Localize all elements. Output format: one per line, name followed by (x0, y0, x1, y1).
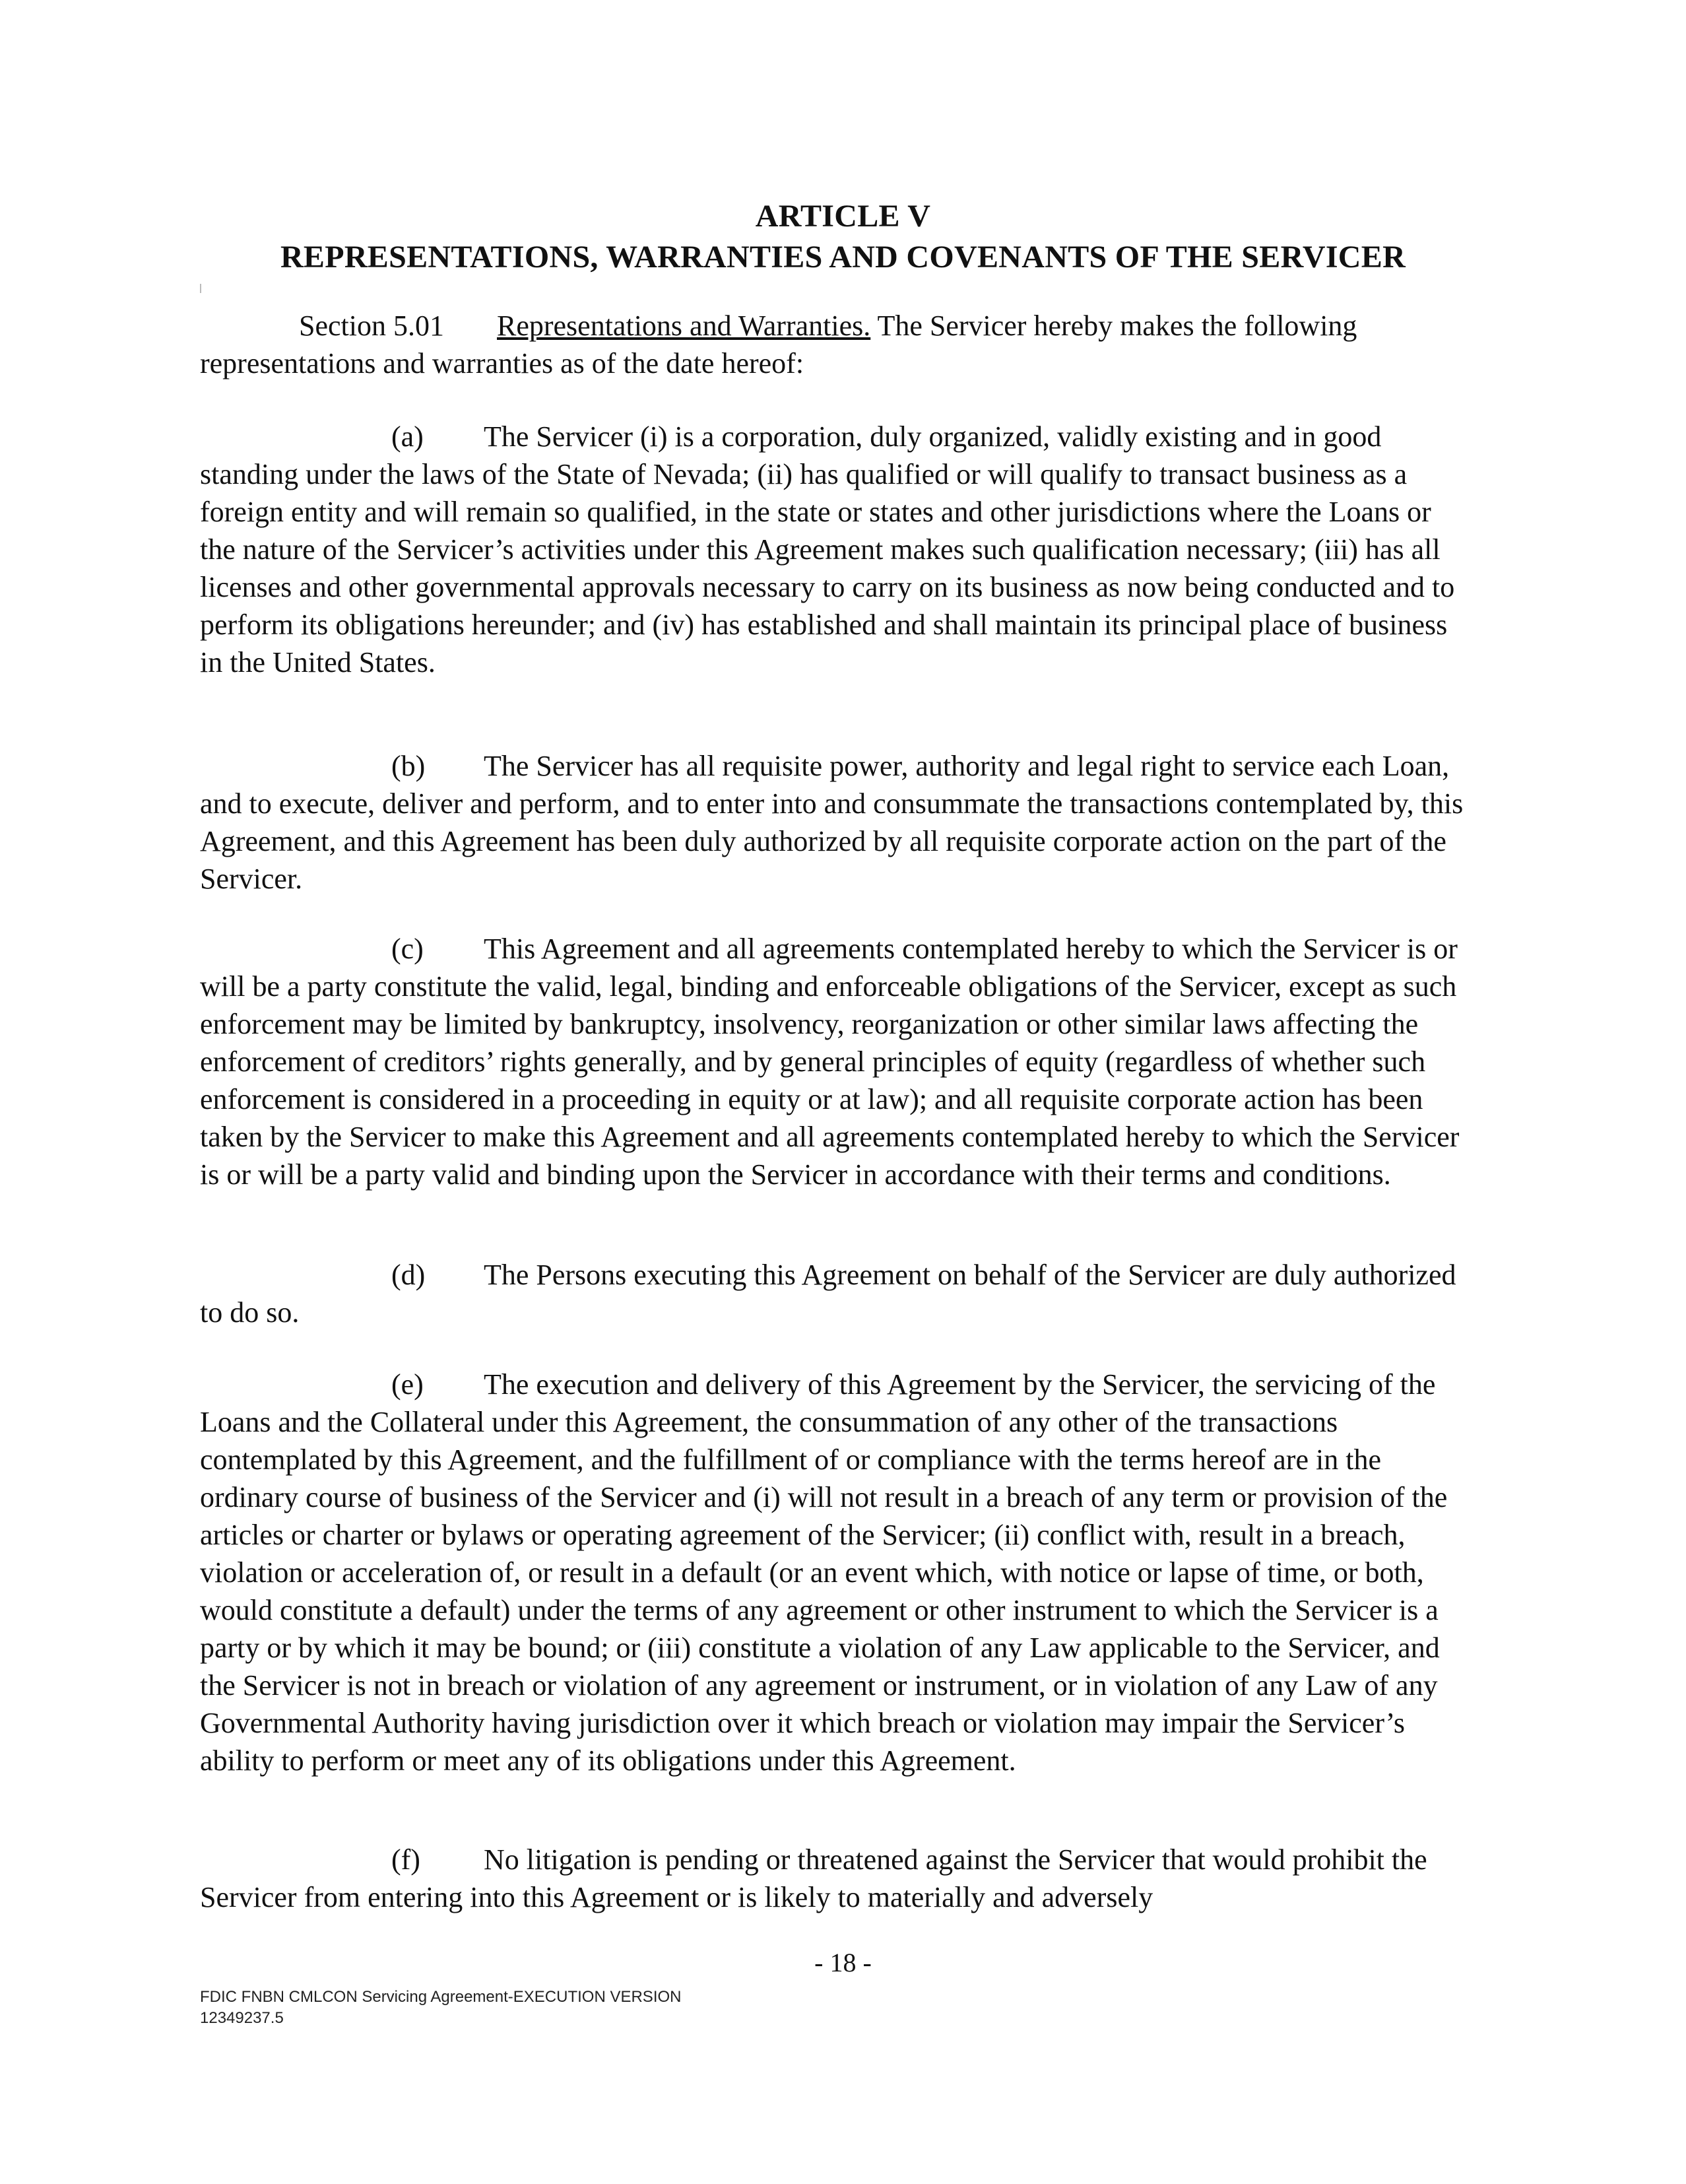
clause-label: (e) (391, 1368, 424, 1401)
footer-doc-id: 12349237.5 (200, 2009, 284, 2027)
clause-text: The Persons executing this Agreement on behalf of the Servicer are duly authorized to do so. (200, 1259, 1456, 1329)
clause-c (200, 930, 1474, 1193)
section-intro: The Servicer hereby makes the following representations and warranties as of the date hereof: (200, 310, 1357, 380)
clause-d (200, 1256, 1474, 1331)
clause-label: (c) (391, 933, 424, 965)
clause-label: (d) (391, 1259, 426, 1291)
clause-a (200, 418, 1474, 681)
clause-text: The execution and delivery of this Agreement by the Servicer, the servicing of the Loans and the Collateral under this Agreement, the consummation of any other of the transactions contemplated by this Agreement, and the fulfillment of or compliance with the terms hereof are in the ordinary course of business of the Servicer and (i) will not result in a breach of any term or provision of the articles or charter or bylaws or operating agreement of the Servicer; (ii) conflict with, result in a breach, violation or acceleration of, or result in a default (or an event which, with notice or lapse of time, or both, would constitute a default) under the terms of any agreement or other instrument to which the Servicer is a party or by which it may be bound; or (iii) constitute a violation of any Law applicable to the Servicer, and the Servicer is not in breach or violation of any agreement or instrument, or in violation of any Law of any Governmental Authority having jurisdiction over it which breach or violation may impair the Servicer’s ability to perform or meet any of its obligations under this Agreement. (200, 1368, 1448, 1777)
footer-title: FDIC FNBN CMLCON Servicing Agreement-EXECUTION VERSION (200, 1988, 682, 2006)
clause-b (200, 747, 1474, 898)
clause-text: This Agreement and all agreements contemplated hereby to which the Servicer is or will be a party constitute the valid, legal, binding and enforceable obligations of the Servicer, except as such enforcement may be limited by bankruptcy, insolvency, reorganization or other similar laws affecting the enforcement of creditors’ rights generally, and by general principles of equity (regardless of whether such enforcement is considered in a proceeding in equity or at law); and all requisite corporate action has been taken by the Servicer to make this Agreement and all agreements contemplated hereby to which the Servicer is or will be a party valid and binding upon the Servicer in accordance with their terms and conditions. (200, 933, 1460, 1191)
scan-artifact (200, 284, 201, 293)
document-footer (200, 1987, 681, 2029)
clause-text: No litigation is pending or threatened against the Servicer that would prohibit the Servicer from entering into this Agreement or is likely to materially and adversely (200, 1843, 1427, 1913)
clause-e (200, 1366, 1474, 1779)
clause-text: The Servicer (i) is a corporation, duly organized, validly existing and in good standing under the laws of the State of Nevada; (ii) has qualified or will qualify to transact business as a foreign entity and will remain so qualified, in the state or states and other jurisdictions where the Loans or the nature of the Servicer’s activities under this Agreement makes such qualification necessary; (iii) has all licenses and other governmental approvals necessary to carry on its business as now being conducted and to perform its obligations hereunder; and (iv) has established and shall maintain its principal place of business in the United States. (200, 420, 1455, 678)
section-heading: Representations and Warranties. (497, 310, 871, 342)
article-subtitle: REPRESENTATIONS, WARRANTIES AND COVENANTS OF THE SERVICER (280, 240, 1406, 275)
clause-text: The Servicer has all requisite power, authority and legal right to service each Loan, and to execute, deliver and perform, and to enter into and consummate the transactions contemplated by, this Agreement, and this Agreement has been duly authorized by all requisite corporate action on the part of the Servicer. (200, 750, 1464, 895)
clause-f (200, 1841, 1474, 1916)
page-number: - 18 - (814, 1948, 872, 1977)
clause-label: (f) (391, 1843, 420, 1876)
section-paragraph (200, 307, 1474, 382)
clause-label: (b) (391, 750, 426, 782)
article-title: ARTICLE V (755, 199, 931, 234)
clause-label: (a) (391, 420, 424, 453)
section-number: Section 5.01 (299, 310, 444, 342)
